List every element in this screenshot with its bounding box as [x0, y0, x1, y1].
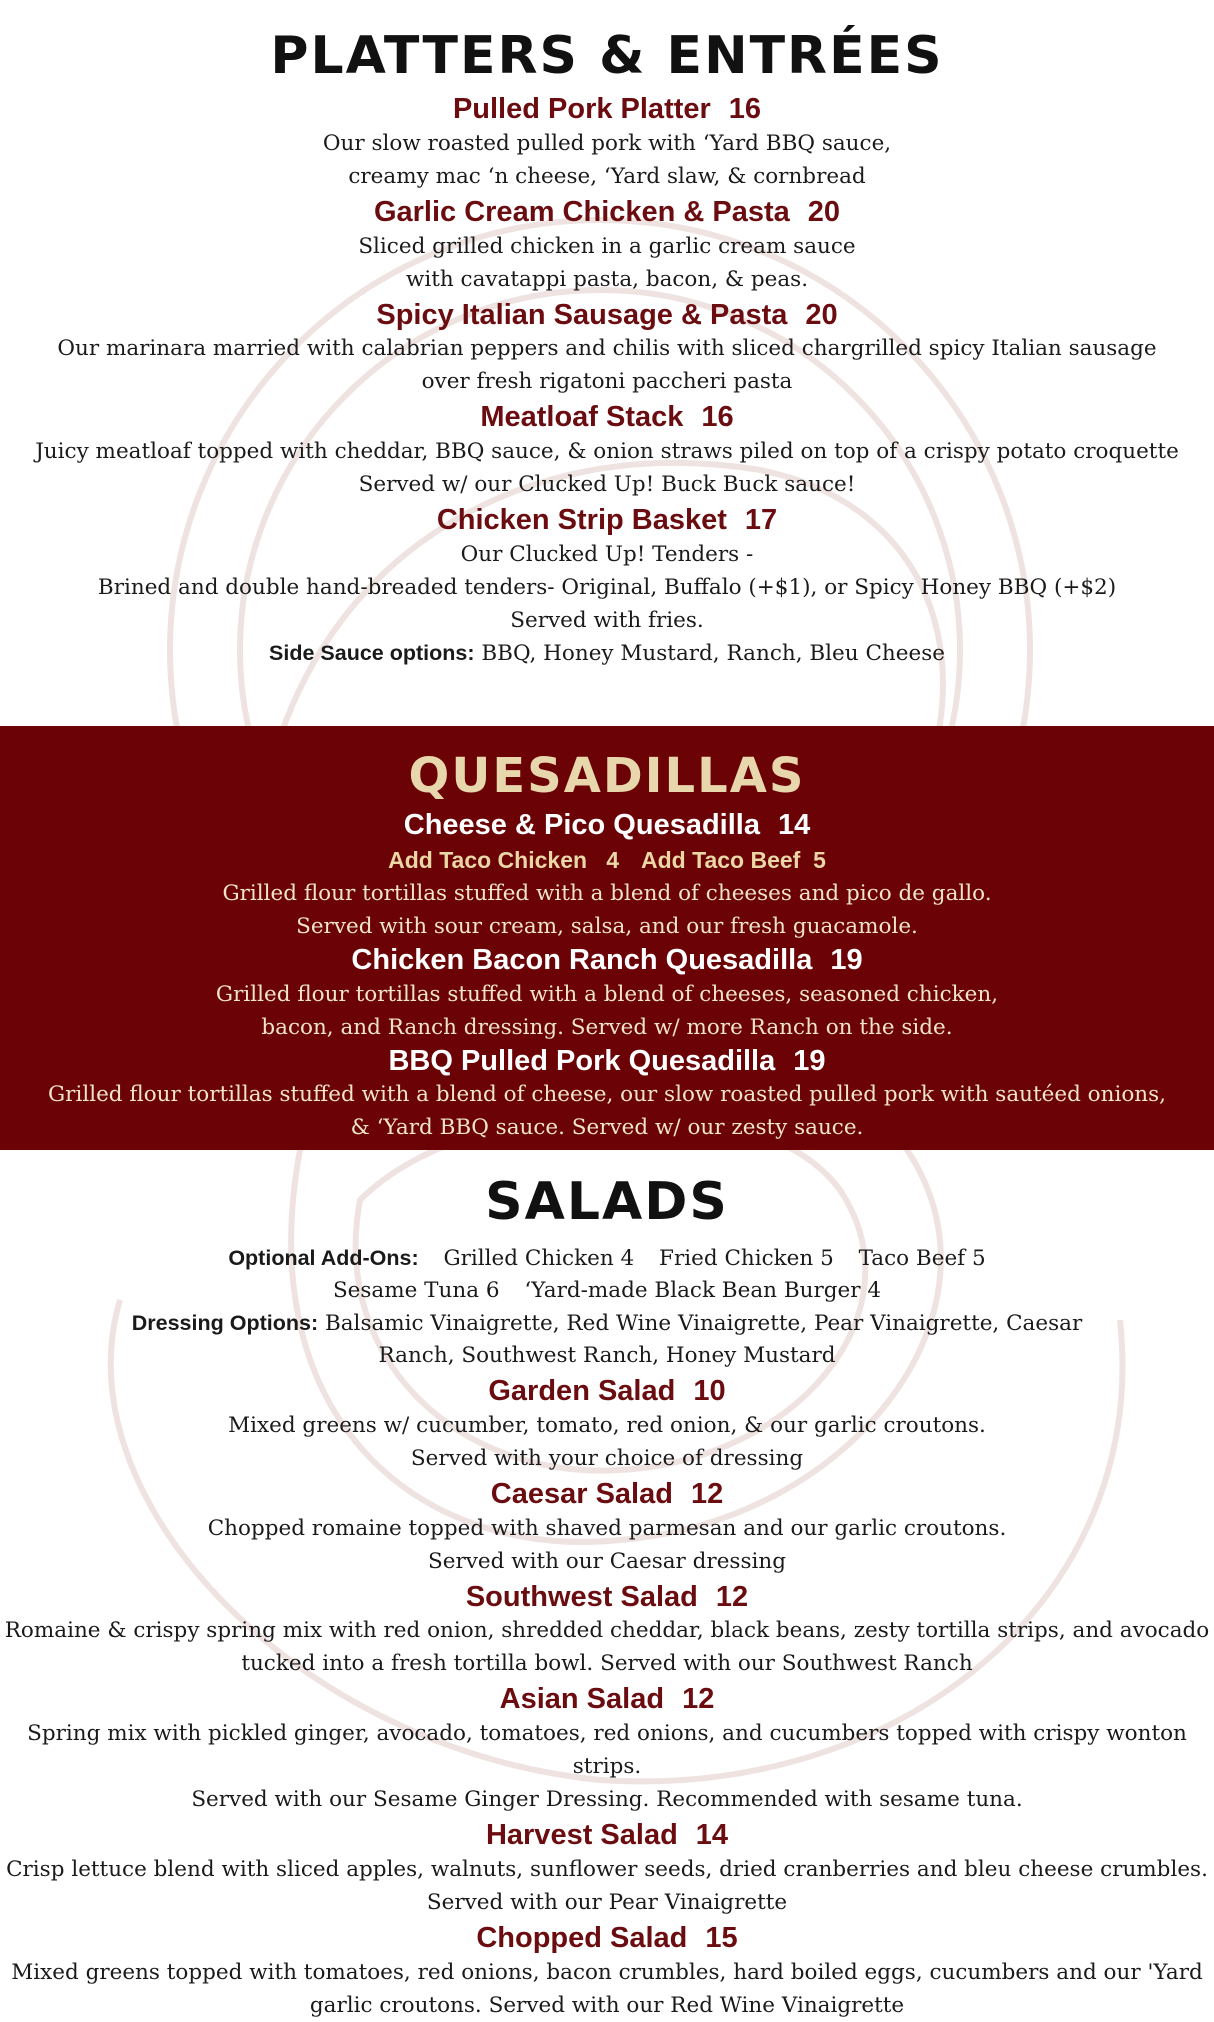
menu-item-price: 14 — [695, 1819, 729, 1852]
menu-item-price: 10 — [693, 1375, 726, 1407]
menu-item-name: Chicken Bacon Ranch Quesadilla — [351, 943, 813, 976]
menu-item-description: tucked into a fresh tortilla bowl. Served with our Southwest Ranch — [241, 1651, 973, 1677]
menu-item-description: Grilled flour tortillas stuffed with a blend of cheeses, seasoned chicken, — [215, 981, 999, 1007]
menu-item-price: 19 — [793, 1044, 826, 1077]
menu-item-price: 12 — [682, 1683, 715, 1716]
menu-item-name: Asian Salad — [499, 1683, 665, 1716]
salad-addon: Taco Beef 5 — [858, 1246, 986, 1271]
menu-item-price: 20 — [807, 195, 841, 228]
menu-item-description: bacon, and Ranch dressing. Served w/ more Ranch on the side. — [261, 1014, 953, 1040]
menu-item-description: Crisp lettuce blend with sliced apples, walnuts, sunflower seeds, dried cranberries and bleu cheese crumbles. — [6, 1856, 1208, 1882]
menu-item-title — [0, 503, 1214, 538]
menu-item-name: Cheese & Pico Quesadilla — [403, 809, 760, 841]
menu-item — [0, 400, 1214, 501]
menu-item-description: Our marinara married with calabrian peppers and chilis with sliced chargrilled spicy Italian sausage — [57, 336, 1157, 362]
menu-item-description: Served with your choice of dressing — [410, 1445, 804, 1471]
menu-item — [0, 943, 1214, 1044]
menu-item-price: 20 — [805, 298, 838, 331]
salad-addons-label: Optional Add-Ons: — [228, 1246, 419, 1270]
menu-item-title — [0, 1044, 1214, 1079]
menu-item-description: & ‘Yard BBQ sauce. Served w/ our zesty sauce. — [350, 1115, 864, 1141]
quesadillas-section — [0, 726, 1214, 1150]
menu-item-title — [0, 943, 1214, 978]
dressing-text: Balsamic Vinaigrette, Red Wine Vinaigrette, Pear Vinaigrette, Caesar — [318, 1311, 1083, 1336]
menu-item — [0, 195, 1214, 296]
menu-item-description: Our Clucked Up! Tenders - — [460, 541, 754, 567]
menu-item-title — [0, 1477, 1214, 1512]
side-sauce-label: Side Sauce options: — [269, 640, 475, 665]
menu-item-description: Served with sour cream, salsa, and our fresh guacamole. — [296, 913, 918, 939]
menu-item — [0, 298, 1214, 399]
salads-section — [0, 1150, 1214, 2022]
menu-item-description: Brined and double hand-breaded tenders- Original, Buffalo (+$1), or Spicy Honey BBQ (+$2) — [97, 574, 1117, 600]
menu-item-price: 16 — [701, 401, 734, 434]
platters-section — [0, 0, 1214, 698]
menu-item-title — [0, 1682, 1214, 1717]
menu-item-name: Caesar Salad — [490, 1477, 673, 1510]
menu-item — [0, 1682, 1214, 1816]
salad-addons-line1 — [0, 1242, 1214, 1275]
menu-item-description: Grilled flour tortillas stuffed with a blend of cheese, our slow roasted pulled pork with sautéed onions, — [48, 1082, 1166, 1108]
menu-item-name: Meatloaf Stack — [480, 401, 684, 434]
menu-item-name: Garden Salad — [488, 1375, 676, 1407]
quesadillas-title: QUESADILLAS — [408, 748, 806, 804]
menu-item-description: Mixed greens w/ cucumber, tomato, red onion, & our garlic croutons. — [228, 1412, 986, 1438]
menu-item-description: Served with fries. — [510, 607, 704, 633]
menu-item — [0, 1921, 1214, 2022]
menu-item-title — [0, 1374, 1214, 1409]
menu-item-price: 19 — [830, 943, 863, 976]
menu-item-name: Garlic Cream Chicken & Pasta — [373, 195, 790, 228]
menu-item-price: 17 — [744, 504, 778, 537]
dressing-label: Dressing Options: — [131, 1311, 319, 1335]
menu-item-description: Served with our Pear Vinaigrette — [426, 1889, 788, 1915]
menu-item — [0, 1818, 1214, 1919]
menu-item-description: Spring mix with pickled ginger, avocado, tomatoes, red onions, and cucumbers topped with crispy wonton strips. — [27, 1721, 1187, 1780]
menu-item-name: Pulled Pork Platter — [452, 93, 711, 125]
menu-item-description: Served w/ our Clucked Up! Buck Buck sauce! — [358, 472, 856, 498]
menu-item — [0, 1580, 1214, 1681]
platters-title: PLATTERS & ENTRÉES — [270, 26, 944, 86]
menu-item-name: Chicken Strip Basket — [436, 504, 727, 537]
menu-item — [0, 1374, 1214, 1475]
menu-item-name: Harvest Salad — [485, 1819, 678, 1852]
menu-item — [0, 808, 1214, 943]
dressing-line2: Ranch, Southwest Ranch, Honey Mustard — [378, 1343, 836, 1368]
menu-item-title — [0, 92, 1214, 127]
menu-item-description: Served with our Sesame Ginger Dressing. Recommended with sesame tuna. — [191, 1787, 1023, 1813]
menu-item-title — [0, 195, 1214, 230]
menu-item-description: Romaine & crispy spring mix with red onion, shredded cheddar, black beans, zesty tortilla strips, and avocado — [4, 1618, 1210, 1644]
menu-item-description: Chopped romaine topped with shaved parmesan and our garlic croutons. — [207, 1515, 1007, 1541]
menu-item-description: garlic croutons. Served with our Red Wine Vinaigrette — [309, 1992, 905, 2018]
menu-item — [0, 1044, 1214, 1145]
quesadilla-addons — [0, 843, 1214, 877]
menu-item-title — [0, 400, 1214, 435]
salad-addon: Fried Chicken 5 — [659, 1246, 834, 1271]
salad-items — [0, 1374, 1214, 2022]
quesadilla-items — [0, 808, 1214, 1144]
menu-item-name: BBQ Pulled Pork Quesadilla — [388, 1044, 776, 1077]
menu-item-title — [0, 808, 1214, 843]
quesadilla-addon: Add Taco Chicken 4 — [388, 846, 619, 873]
platter-items — [0, 92, 1214, 637]
side-sauce-line — [0, 637, 1214, 670]
menu-item-description: with cavatappi pasta, bacon, & peas. — [405, 266, 809, 292]
menu-item-title — [0, 1818, 1214, 1853]
quesadilla-addon: Add Taco Beef 5 — [641, 846, 826, 873]
menu-item-title — [0, 298, 1214, 333]
menu-item — [0, 1477, 1214, 1578]
side-sauce-text: BBQ, Honey Mustard, Ranch, Bleu Cheese — [474, 640, 945, 666]
menu-item-name: Southwest Salad — [465, 1580, 698, 1613]
salad-addon: Grilled Chicken 4 — [443, 1246, 635, 1271]
menu-item-description: creamy mac ‘n cheese, ‘Yard slaw, & cornbread — [348, 163, 866, 189]
menu-item-title — [0, 1921, 1214, 1956]
menu-item-price: 15 — [705, 1921, 738, 1954]
salad-addon: Sesame Tuna 6 — [332, 1278, 500, 1303]
menu-item-description: Juicy meatloaf topped with cheddar, BBQ sauce, & onion straws piled on top of a crispy potato croquette — [35, 439, 1179, 465]
menu-item-description: Our slow roasted pulled pork with ‘Yard BBQ sauce, — [322, 130, 892, 156]
menu-item-description: Served with our Caesar dressing — [428, 1548, 786, 1574]
menu-item-title — [0, 1580, 1214, 1615]
menu-item-description: Grilled flour tortillas stuffed with a blend of cheeses and pico de gallo. — [222, 880, 992, 906]
menu-item-description: over fresh rigatoni paccheri pasta — [421, 369, 793, 395]
menu-item-name: Chopped Salad — [476, 1921, 688, 1954]
menu-item-description: Sliced grilled chicken in a garlic cream sauce — [358, 233, 856, 259]
menu-item — [0, 503, 1214, 637]
menu-item-name: Spicy Italian Sausage & Pasta — [376, 298, 788, 331]
salad-addon: ‘Yard-made Black Bean Burger 4 — [524, 1278, 882, 1303]
salad-addons-line2 — [0, 1275, 1214, 1307]
menu-item-price: 12 — [690, 1477, 724, 1510]
menu-item-price: 12 — [715, 1580, 749, 1613]
menu-item-price: 14 — [777, 809, 811, 841]
menu-item-price: 16 — [728, 93, 762, 125]
salads-title: SALADS — [485, 1172, 729, 1232]
menu-item — [0, 92, 1214, 193]
menu-item-description: Mixed greens topped with tomatoes, red onions, bacon crumbles, hard boiled eggs, cucumbers and our 'Yard — [11, 1959, 1203, 1985]
dressing-line1 — [0, 1307, 1214, 1340]
